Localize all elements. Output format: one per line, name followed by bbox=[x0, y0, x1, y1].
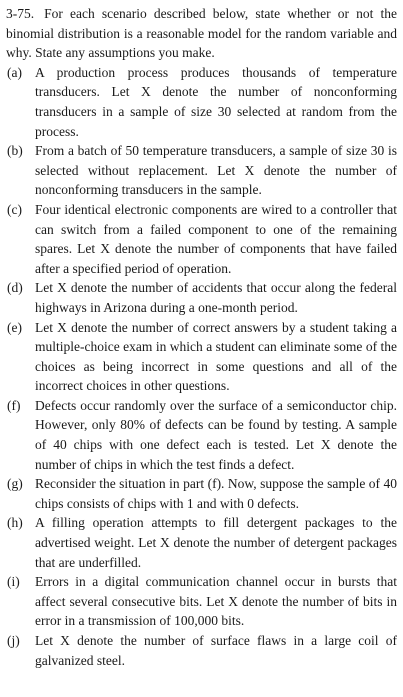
scenario-item-f bbox=[6, 396, 397, 474]
problem-statement bbox=[6, 4, 397, 63]
scenario-text: A filling operation attempts to fill detergent packages to the advertised weight. Let X denote the number of detergent packages that are underfilled. bbox=[35, 515, 397, 570]
scenario-label: (i) bbox=[7, 574, 20, 590]
scenario-text: Four identical electronic components are wired to a controller that can switch from a failed component to one of the remaining spares. Let X denote the number of components that have failed after a specified period of operation. bbox=[35, 201, 397, 276]
scenario-item-e bbox=[6, 318, 397, 396]
scenario-text: Let X denote the number of accidents that occur along the federal highways in Arizona during a one-month period. bbox=[35, 280, 397, 315]
scenario-item-c bbox=[6, 200, 397, 278]
scenario-label: (e) bbox=[7, 319, 22, 335]
scenario-item-h bbox=[6, 513, 397, 572]
scenario-label: (j) bbox=[7, 633, 20, 648]
scenario-item-b bbox=[6, 141, 397, 200]
scenario-text: A production process produces thousands of temperature transducers. Let X denote the number of nonconforming transducers in a sample of size 30 selected at random from the process. bbox=[35, 64, 397, 139]
scenario-label: (g) bbox=[7, 476, 23, 492]
problem-number: 3-75. bbox=[6, 6, 35, 21]
scenario-item-d bbox=[6, 278, 397, 317]
scenario-text: Errors in a digital communication channel occur in bursts that affect several consecutive bits. Let X denote the number of bits in error in a transmission of 100,000 bits. bbox=[35, 574, 397, 629]
scenario-label: (h) bbox=[7, 515, 23, 531]
scenario-text: Let X denote the number of surface flaws in a large coil of galvanized steel. bbox=[35, 633, 397, 668]
scenario-label: (b) bbox=[7, 143, 23, 159]
scenario-label: (a) bbox=[7, 64, 22, 80]
scenario-text: Defects occur randomly over the surface of a semiconductor chip. However, only 80% of defects can be found by testing. A sample of 40 chips with one defect each is tested. Let X denote the number of chips in which the test finds a defect. bbox=[35, 397, 397, 472]
scenario-text: From a batch of 50 temperature transducers, a sample of size 30 is selected without replacement. Let X denote the number of nonconforming transducers in the sample. bbox=[35, 143, 397, 198]
scenario-item-j bbox=[6, 631, 397, 670]
scenario-label: (c) bbox=[7, 201, 22, 217]
scenario-text: Reconsider the situation in part (f). Now, suppose the sample of 40 chips consists of chips with 1 and with 0 defects. bbox=[35, 476, 397, 511]
scenario-label: (d) bbox=[7, 280, 23, 296]
scenario-label: (f) bbox=[7, 397, 21, 413]
scenario-item-a bbox=[6, 63, 397, 141]
scenario-item-i bbox=[6, 572, 397, 631]
scenario-text: Let X denote the number of correct answers by a student taking a multiple-choice exam in which a student can eliminate some of the choices as being incorrect in some questions and all of the incorrect choices in other questions. bbox=[35, 319, 397, 394]
problem-prompt: For each scenario described below, state whether or not the binomial distribution is a reasonable model for the random variable and why. State any assumptions you make. bbox=[6, 6, 397, 61]
scenario-list bbox=[6, 63, 397, 670]
scenario-item-g bbox=[6, 474, 397, 513]
